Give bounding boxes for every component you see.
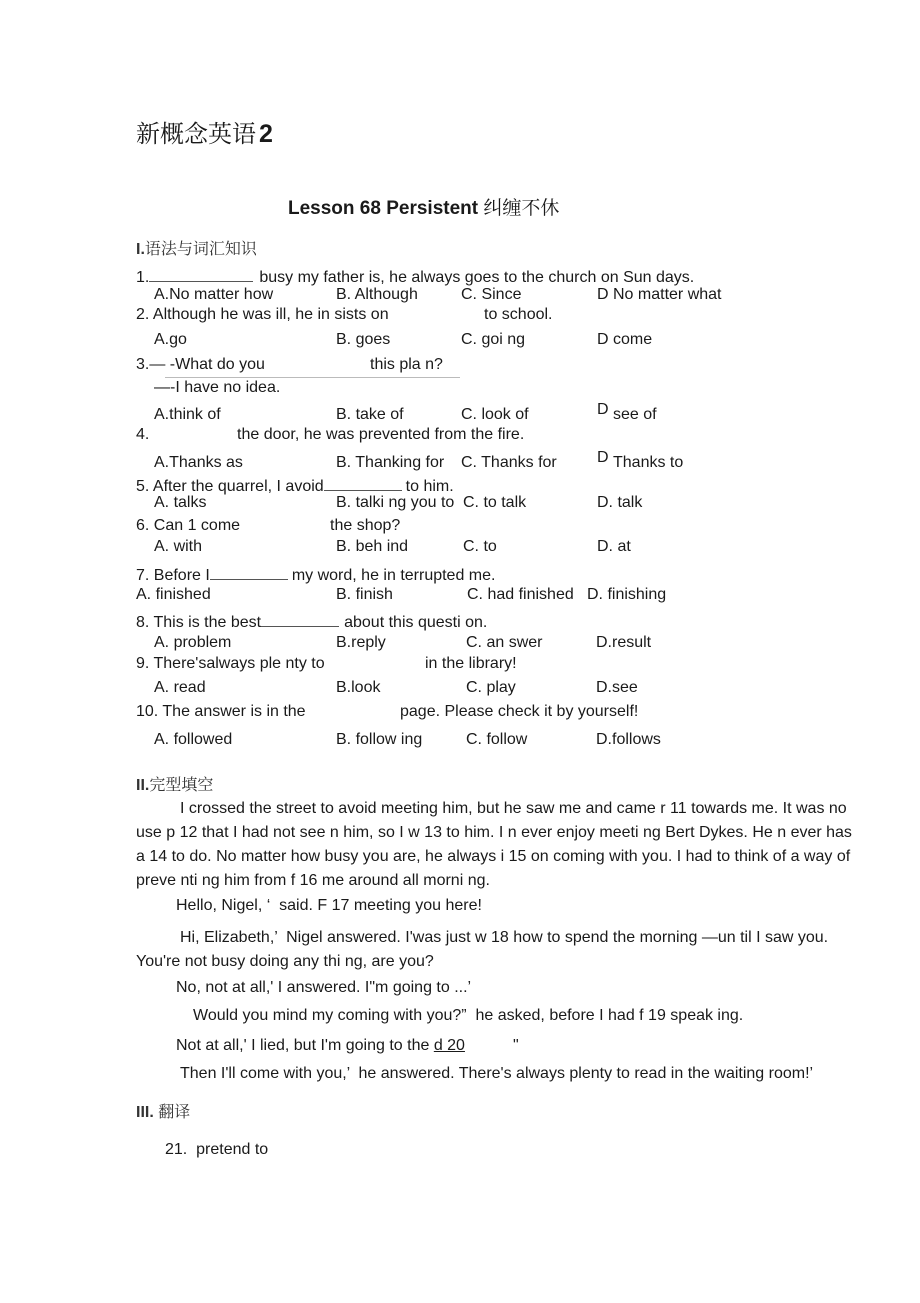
q7-option-d: D. finishing	[587, 586, 667, 603]
q3-option-a: A.think of	[154, 406, 221, 423]
question-8: 8. This is the best about this questi on.	[136, 611, 487, 631]
cloze-dialogue-line: Then I'll come with you,’ he answered. There's always plenty to read in the waiting room!’	[180, 1065, 814, 1082]
question-1: 1. busy my father is, he always goes to the church on Sun days.	[136, 266, 694, 286]
q7-option-a: A. finished	[136, 586, 211, 603]
question-7: 7. Before I my word, he in terrupted me.	[136, 564, 495, 584]
question-4-tail: the door, he was prevented from the fire.	[237, 426, 525, 443]
answer-blank[interactable]	[261, 611, 339, 627]
question-9: 9. There'salways ple nty to	[136, 655, 325, 672]
q9-option-c: C. play	[466, 679, 516, 696]
q2-option-b: B. goes	[336, 331, 391, 348]
q9-option-d: D.see	[596, 679, 638, 696]
q10-option-b: B. follow ing	[336, 731, 423, 748]
q1-option-b: B. Although	[336, 286, 418, 303]
q2-option-c: C. goi ng	[461, 331, 526, 348]
q10-option-d: D.follows	[596, 731, 661, 748]
cloze-dialogue-line: Not at all,' I lied, but I'm going to the d 20 "	[176, 1037, 519, 1054]
q4-option-d-letter: D	[597, 449, 609, 466]
q8-option-c: C. an swer	[466, 634, 543, 651]
answer-line[interactable]	[165, 377, 460, 378]
question-2-tail: to school.	[484, 306, 553, 323]
cloze-paragraph-line: use p 12 that I had not see n him, so I w 13 to him. I n ever enjoy meeti ng Bert Dykes. He n ever has	[136, 824, 852, 841]
cloze-paragraph-line: I crossed the street to avoid meeting him, but he saw me and came r 11 towards me. It was no	[180, 800, 847, 817]
q1-option-c: C. Since	[461, 286, 522, 303]
question-3-reply: —-I have no idea.	[154, 379, 281, 396]
q4-option-d: Thanks to	[613, 454, 684, 471]
q4-option-a: A.Thanks as	[154, 454, 243, 471]
q6-option-b: B. beh ind	[336, 538, 409, 555]
q5-option-c: C. to talk	[463, 494, 527, 511]
q3-option-d: see of	[613, 406, 657, 423]
q6-option-c: C. to	[463, 538, 497, 555]
q8-option-a: A. problem	[154, 634, 232, 651]
cloze-paragraph-line: a 14 to do. No matter how busy you are, he always i 15 on coming with you. I had to think of a way of	[136, 848, 851, 865]
question-2: 2. Although he was ill, he in sists on	[136, 306, 389, 323]
question-3: 3.— -What do you	[136, 356, 265, 373]
cloze-paragraph-line: preve nti ng him from f 16 me around all morni ng.	[136, 872, 490, 889]
q7-option-c: C. had finished	[467, 586, 574, 603]
q10-option-c: C. follow	[466, 731, 528, 748]
translation-item-21: 21. pretend to	[165, 1141, 269, 1158]
q4-option-c: C. Thanks for	[461, 454, 557, 471]
cloze-dialogue-line: You're not busy doing any thi ng, are you?	[136, 953, 434, 970]
question-5: 5. After the quarrel, I avoid to him.	[136, 475, 454, 495]
q9-option-a: A. read	[154, 679, 206, 696]
question-10: 10. The answer is in the	[136, 703, 306, 720]
cloze-dialogue-line: Hi, Elizabeth,’ Nigel answered. I'was just w 18 how to spend the morning —un til I saw you.	[180, 929, 829, 946]
q7-option-b: B. finish	[336, 586, 393, 603]
question-6-tail: the shop?	[330, 517, 401, 534]
cloze-dialogue-line: No, not at all,' I answered. I"m going to ...’	[176, 979, 472, 996]
section-2-heading: II.完型填空	[136, 775, 214, 794]
q1-option-d: D No matter what	[597, 286, 722, 303]
q10-option-a: A. followed	[154, 731, 233, 748]
cloze-dialogue-line: Would you mind my coming with you?” he asked, before I had f 19 speak ing.	[193, 1007, 744, 1024]
section-3-heading: III. 翻译	[136, 1102, 191, 1121]
q5-option-a: A. talks	[154, 494, 207, 511]
question-10-tail: page. Please check it by yourself!	[400, 703, 639, 720]
answer-blank[interactable]	[210, 564, 288, 580]
q6-option-a: A. with	[154, 538, 203, 555]
q9-option-b: B.look	[336, 679, 381, 696]
cloze-blank-20[interactable]: d 20	[433, 1037, 465, 1054]
q6-option-d: D. at	[597, 538, 631, 555]
cloze-dialogue-line: Hello, Nigel, ‘ said. F 17 meeting you here!	[176, 897, 482, 914]
q8-option-d: D.result	[596, 634, 652, 651]
question-3-tail: this pla n?	[370, 356, 443, 373]
q3-option-c: C. look of	[461, 406, 529, 423]
q3-option-b: B. take of	[336, 406, 404, 423]
answer-blank[interactable]	[149, 266, 253, 282]
lesson-title: Lesson 68 Persistent 纠缠不休	[288, 197, 560, 219]
question-6: 6. Can 1 come	[136, 517, 241, 534]
question-4: 4.	[136, 426, 150, 443]
q5-option-d: D. talk	[597, 494, 643, 511]
answer-blank[interactable]	[324, 475, 402, 491]
q5-option-b: B. talki ng you to	[336, 494, 455, 511]
q3-option-d-letter: D	[597, 401, 609, 418]
q8-option-b: B.reply	[336, 634, 386, 651]
q1-option-a: A.No matter how	[154, 286, 274, 303]
section-1-heading: I.语法与词汇知识	[136, 239, 257, 258]
q2-option-d: D come	[597, 331, 653, 348]
q4-option-b: B. Thanking for	[336, 454, 445, 471]
book-title: 新概念英语 2	[136, 120, 273, 148]
question-9-tail: in the library!	[425, 655, 517, 672]
q2-option-a: A.go	[154, 331, 187, 348]
